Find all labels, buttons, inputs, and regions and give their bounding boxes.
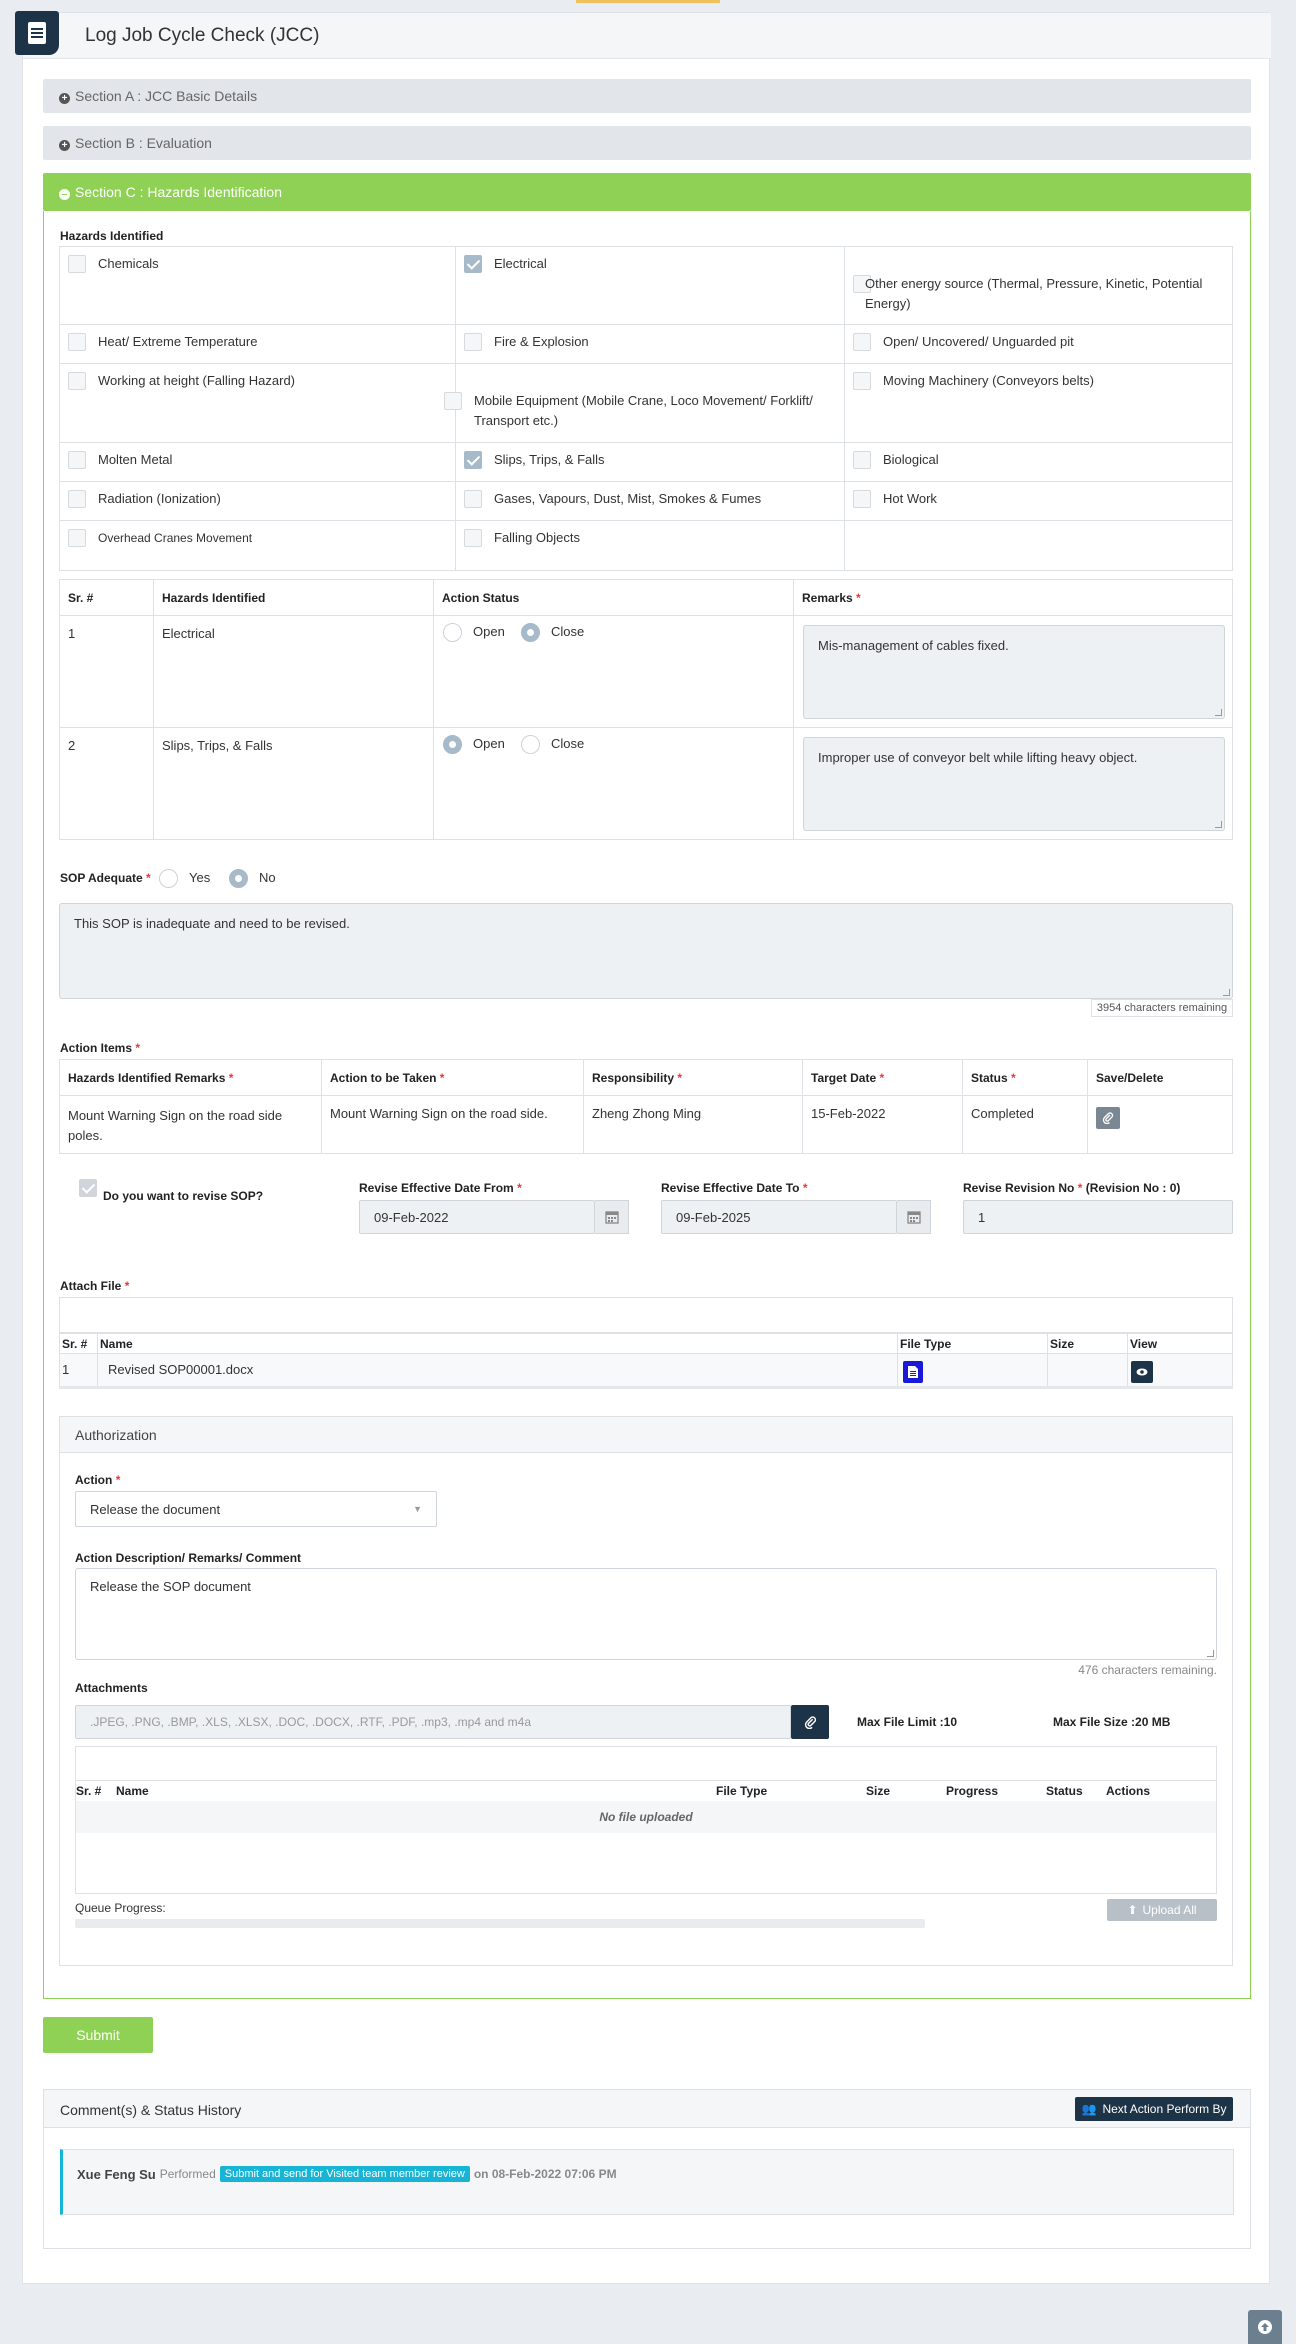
next-action-label: Next Action Perform By: [1102, 2102, 1227, 2116]
revise-to-input[interactable]: 09-Feb-2025: [661, 1200, 897, 1234]
revise-sop-checkbox[interactable]: [79, 1179, 97, 1197]
radio-row2-close-label: Close: [551, 736, 585, 751]
col-sr: Sr. #: [60, 580, 154, 616]
revise-from-input[interactable]: 09-Feb-2022: [359, 1200, 595, 1234]
hazard-label-working-height: Working at height (Falling Hazard): [98, 373, 296, 388]
calendar-from-button[interactable]: [595, 1200, 629, 1234]
upload-all-label: Upload All: [1142, 1903, 1197, 1917]
calendar-to-button[interactable]: [897, 1200, 931, 1234]
sop-yes-label: Yes: [189, 870, 211, 885]
row-sr: 1: [60, 616, 154, 728]
action-items-label: Action Items *: [60, 1041, 141, 1055]
scroll-top-button[interactable]: [1248, 2310, 1282, 2344]
col-sr: Sr. #: [60, 1334, 98, 1354]
radio-row1-open-label: Open: [473, 624, 505, 639]
no-file-message: No file uploaded: [76, 1801, 1216, 1833]
calendar-icon: [605, 1210, 619, 1224]
checkbox-open-pit[interactable]: [853, 333, 871, 351]
section-c-label: Section C : Hazards Identification: [75, 184, 282, 200]
hazard-label-hot-work: Hot Work: [883, 491, 937, 506]
hazard-label-mobile-equipment: Mobile Equipment (Mobile Crane, Loco Movement/ Forklift/ Transport etc.): [474, 393, 813, 428]
checkbox-working-height[interactable]: [68, 372, 86, 390]
upload-col-sr: Sr. #: [76, 1784, 102, 1798]
attachments-input[interactable]: .JPEG, .PNG, .BMP, .XLS, .XLSX, .DOC, .DOCX, .RTF, .PDF, .mp3, .mp4 and m4a: [75, 1705, 791, 1739]
history-title: Comment(s) & Status History: [60, 2102, 242, 2118]
revise-to-label: Revise Effective Date To *: [661, 1181, 808, 1195]
hazard-label-chemicals: Chemicals: [98, 256, 159, 271]
checkbox-electrical[interactable]: [464, 255, 482, 273]
hazard-label-other-energy: Other energy source (Thermal, Pressure, Kinetic, Potential Energy): [865, 276, 1203, 311]
attachments-browse-button[interactable]: [791, 1705, 829, 1739]
upload-col-progress: Progress: [946, 1784, 999, 1798]
arrow-up-circle-icon: [1257, 2319, 1273, 2335]
hazard-label-moving-machinery: Moving Machinery (Conveyors belts): [883, 373, 1094, 388]
section-a-label: Section A : JCC Basic Details: [75, 88, 258, 104]
col-status: Status *: [963, 1060, 1088, 1096]
attach-file-table: [59, 1333, 1233, 1389]
max-file-size: Max File Size :20 MB: [1053, 1715, 1171, 1729]
file-size: [1048, 1354, 1128, 1388]
history-date: on 08-Feb-2022 07:06 PM: [473, 2167, 617, 2181]
action-status: Completed: [963, 1096, 1088, 1154]
page-header: [23, 13, 1271, 59]
table-row: [60, 1096, 1233, 1154]
hazard-label-slips: Slips, Trips, & Falls: [494, 452, 605, 467]
action-desc-label: Action Description/ Remarks/ Comment: [75, 1551, 302, 1565]
desc-chars-remaining: 476 characters remaining.: [1078, 1663, 1217, 1677]
checkbox-biological[interactable]: [853, 451, 871, 469]
revise-from-label: Revise Effective Date From *: [359, 1181, 522, 1195]
revise-rev-input[interactable]: 1: [963, 1200, 1233, 1234]
checkbox-gases[interactable]: [464, 490, 482, 508]
section-b-header[interactable]: [43, 126, 1251, 160]
sop-adequate-label: SOP Adequate *: [60, 871, 151, 885]
remarks-row2-textarea[interactable]: Improper use of conveyor belt while lifting heavy object.: [803, 737, 1225, 831]
attach-file-label: Attach File *: [60, 1279, 130, 1293]
radio-row2-close[interactable]: [521, 735, 540, 754]
radio-row1-close-label: Close: [551, 624, 585, 639]
hazard-label-heat: Heat/ Extreme Temperature: [98, 334, 258, 349]
history-user: Xue Feng Su: [77, 2166, 156, 2182]
action-select-value: Release the document: [90, 1501, 221, 1517]
queue-progress-label: Queue Progress:: [75, 1901, 166, 1915]
minus-circle-icon: –: [59, 189, 70, 200]
upload-col-status: Status: [1046, 1784, 1083, 1798]
submit-button[interactable]: Submit: [43, 2017, 153, 2053]
hazard-label-open-pit: Open/ Uncovered/ Unguarded pit: [883, 334, 1074, 349]
plus-circle-icon: +: [59, 140, 70, 151]
eye-icon: [1136, 1368, 1148, 1376]
max-file-limit: Max File Limit :10: [857, 1715, 958, 1729]
checkbox-heat[interactable]: [68, 333, 86, 351]
section-a-header[interactable]: [43, 79, 1251, 113]
upload-col-name: Name: [116, 1784, 149, 1798]
authorization-title: Authorization: [60, 1417, 1232, 1453]
calendar-icon: [907, 1210, 921, 1224]
paperclip-icon: [804, 1716, 817, 1729]
file-sr: 1: [60, 1354, 98, 1388]
sop-comment-textarea[interactable]: This SOP is inadequate and need to be revised.: [59, 903, 1233, 999]
sop-chars-remaining: 3954 characters remaining: [1091, 999, 1233, 1017]
hazard-label-biological: Biological: [883, 452, 939, 467]
checkbox-molten-metal[interactable]: [68, 451, 86, 469]
page-card: [22, 12, 1270, 2284]
history-entry-text: [77, 2166, 617, 2182]
col-target-date: Target Date *: [803, 1060, 963, 1096]
checkbox-falling-objects[interactable]: [464, 529, 482, 547]
history-entry: [60, 2149, 1234, 2215]
checkbox-overhead-cranes[interactable]: [68, 529, 86, 547]
col-size: Size: [1048, 1334, 1128, 1354]
page-title: Log Job Cycle Check (JCC): [85, 25, 320, 46]
action-target-date: 15-Feb-2022: [803, 1096, 963, 1154]
section-c-header[interactable]: [43, 173, 1251, 211]
col-name: Name: [98, 1334, 898, 1354]
action-responsibility: Zheng Zhong Ming: [584, 1096, 803, 1154]
upload-all-button[interactable]: [1107, 1899, 1217, 1921]
checkbox-slips[interactable]: [464, 451, 482, 469]
chevron-down-icon: ▼: [413, 1504, 422, 1514]
radio-row1-open[interactable]: [443, 623, 462, 642]
hazard-label-overhead-cranes: Overhead Cranes Movement: [98, 531, 253, 545]
history-badge: Submit and send for Visited team member review: [220, 2166, 470, 2182]
checkbox-radiation[interactable]: [68, 490, 86, 508]
radio-row1-close[interactable]: [521, 623, 540, 642]
upload-icon: ⬆: [1127, 1903, 1138, 1917]
revise-sop-label: Do you want to revise SOP?: [103, 1189, 264, 1203]
col-view: View: [1128, 1334, 1233, 1354]
revise-rev-label: Revise Revision No * (Revision No : 0): [963, 1181, 1181, 1195]
top-accent-bar: [576, 0, 720, 3]
queue-progress-bar: [75, 1919, 925, 1928]
row-hazard: Electrical: [154, 616, 434, 728]
hazard-label-gases: Gases, Vapours, Dust, Mist, Smokes & Fumes: [494, 491, 762, 506]
checkbox-mobile-equipment[interactable]: [444, 392, 462, 410]
users-icon: 👥: [1081, 2102, 1097, 2116]
hazard-label-fire: Fire & Explosion: [494, 334, 589, 349]
col-action-status: Action Status: [434, 580, 794, 616]
col-save-delete: Save/Delete: [1088, 1060, 1233, 1096]
attachments-label: Attachments: [75, 1681, 148, 1695]
action-label: Action *: [75, 1473, 121, 1487]
upload-col-size: Size: [866, 1784, 891, 1798]
section-b-label: Section B : Evaluation: [75, 135, 212, 151]
col-action: Action to be Taken *: [322, 1060, 584, 1096]
sop-yes-radio[interactable]: [159, 869, 178, 888]
plus-circle-icon: +: [59, 93, 70, 104]
upload-col-type: File Type: [716, 1784, 768, 1798]
radio-row2-open-label: Open: [473, 736, 505, 751]
checkbox-chemicals[interactable]: [68, 255, 86, 273]
remarks-row1-textarea[interactable]: Mis-management of cables fixed.: [803, 625, 1225, 719]
col-remarks: Remarks *: [794, 580, 1233, 616]
col-hazard: Hazards Identified: [154, 580, 434, 616]
hazards-label: Hazards Identified: [60, 229, 164, 243]
hazards-grid: [59, 246, 1233, 571]
table-row: [60, 1354, 1233, 1388]
upload-table-header: [76, 1781, 1216, 1801]
action-remarks: Mount Warning Sign on the road side poles.: [60, 1096, 322, 1154]
hazard-label-radiation: Radiation (Ionization): [98, 491, 221, 506]
document-icon: [15, 11, 59, 55]
hazard-label-electrical: Electrical: [494, 256, 547, 271]
radio-row2-open[interactable]: [443, 735, 462, 754]
sop-no-radio[interactable]: [229, 869, 248, 888]
checkbox-moving-machinery[interactable]: [853, 372, 871, 390]
attach-edit-button[interactable]: [1096, 1107, 1120, 1129]
view-file-button[interactable]: [1131, 1361, 1153, 1383]
history-performed: Performed: [159, 2167, 216, 2181]
attach-file-dropzone[interactable]: [59, 1297, 1233, 1333]
word-file-icon: [903, 1361, 923, 1383]
next-action-button[interactable]: [1075, 2097, 1233, 2121]
checkbox-hot-work[interactable]: [853, 490, 871, 508]
row-sr: 2: [60, 728, 154, 840]
col-file-type: File Type: [898, 1334, 1048, 1354]
hazard-label-molten-metal: Molten Metal: [98, 452, 173, 467]
col-remarks: Hazards Identified Remarks *: [60, 1060, 322, 1096]
checkbox-fire[interactable]: [464, 333, 482, 351]
paperclip-icon: [1102, 1112, 1114, 1124]
action-desc-textarea[interactable]: Release the SOP document: [75, 1568, 1217, 1660]
action-taken: Mount Warning Sign on the road side.: [322, 1096, 584, 1154]
sop-no-label: No: [259, 870, 276, 885]
col-responsibility: Responsibility *: [584, 1060, 803, 1096]
hazard-label-falling-objects: Falling Objects: [494, 530, 580, 545]
row-hazard: Slips, Trips, & Falls: [154, 728, 434, 840]
action-items-table: [59, 1059, 1233, 1154]
upload-col-actions: Actions: [1106, 1784, 1151, 1798]
action-select[interactable]: [75, 1491, 437, 1527]
file-name: Revised SOP00001.docx: [98, 1354, 898, 1388]
